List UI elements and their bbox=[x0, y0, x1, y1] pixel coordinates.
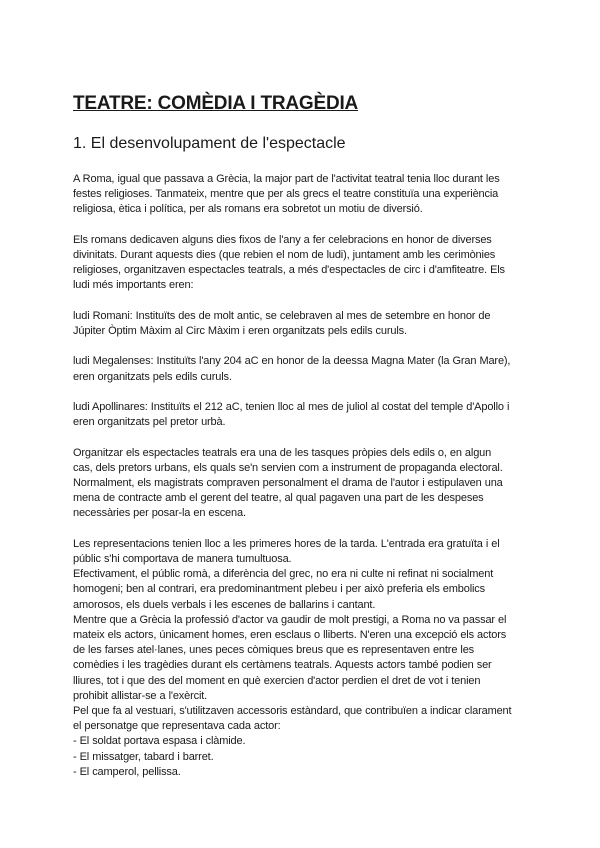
paragraph-line: eren organitzats pels edils curuls. bbox=[73, 370, 232, 383]
paragraph-line: religiosa, ètica i política, per als romans era sobretot un motiu de diversió. bbox=[73, 203, 423, 216]
paragraph-line: Normalment, els magistrats compraven personalment el drama de l'autor i estipulaven una bbox=[73, 476, 503, 489]
paragraph-line: de les farses atel·lanes, unes peces còmiques breus que es representaven entre les bbox=[73, 644, 475, 657]
paragraph-line: divinitats. Durant aquests dies (que rebien el nom de ludi), juntament amb les cerimònies bbox=[73, 249, 496, 261]
paragraph-line: ludi més importants eren: bbox=[73, 279, 194, 292]
paragraph-line: - El missatger, tabard i barret. bbox=[73, 750, 214, 763]
paragraph bbox=[73, 537, 533, 780]
paragraph-line: - El soldat portava espasa i clàmide. bbox=[73, 735, 246, 748]
paragraph-line: eren organitzats pel pretor urbà. bbox=[73, 416, 226, 429]
paragraph-line: públic s'hi comportava de manera tumultuosa. bbox=[73, 552, 292, 565]
paragraph-line: ludi Apollinares: Instituïts el 212 aC, tenien lloc al mes de juliol al costat del temple d'Apollo i bbox=[73, 400, 510, 413]
paragraph-line: Júpiter Òptim Màxim al Circ Màxim i eren organitzats pels edils curuls. bbox=[73, 325, 407, 337]
document-page bbox=[73, 92, 533, 780]
paragraph-line: amorosos, els duels verbals i les escenes de ballarins i cantant. bbox=[73, 598, 376, 611]
paragraph-line: necessàries per posar-la en escena. bbox=[73, 507, 246, 520]
paragraph bbox=[73, 354, 533, 384]
paragraph-line: religioses, organitzaven espectacles teatrals, a més d'espectacles de circ i d'amfiteatre. Els bbox=[73, 264, 505, 277]
paragraph-line: mateix els actors, únicament homes, eren esclaus o lliberts. N'eren una excepció els actors bbox=[73, 629, 507, 641]
paragraph-line: el personatge que representava cada actor: bbox=[73, 720, 281, 733]
paragraph-line: prohibit allistar-se a l'exèrcit. bbox=[73, 689, 208, 702]
paragraph-line: comèdies i les tragèdies durant els certàmens teatrals. Aquests actors també podien ser bbox=[73, 659, 492, 672]
paragraph-line: Organitzar els espectacles teatrals era una de les tasques pròpies dels edils o, en algun bbox=[73, 446, 492, 459]
paragraph-line: Mentre que a Grècia la professió d'actor va gaudir de molt prestigi, a Roma no va passar el bbox=[73, 613, 507, 626]
paragraph-line: cas, dels pretors urbans, els quals se'n servien com a instrument de propaganda electoral. bbox=[73, 461, 503, 474]
paragraph-line: A Roma, igual que passava a Grècia, la major part de l'activitat teatral tenia lloc durant les bbox=[73, 173, 500, 185]
paragraph-line: Els romans dedicaven alguns dies fixos de l'any a fer celebracions en honor de diverses bbox=[73, 233, 492, 246]
document-title: TEATRE: COMÈDIA I TRAGÈDIA bbox=[73, 93, 359, 114]
paragraph bbox=[73, 400, 533, 430]
paragraph-line: mena de contracte amb el gerent del teatre, al qual pagaven una part de les despeses bbox=[73, 492, 484, 505]
paragraph bbox=[73, 446, 533, 522]
paragraph-line: Efectivament, el públic romà, a diferència del grec, no era ni culte ni refinat ni socialment bbox=[73, 568, 494, 581]
paragraph-line: ludi Romani: Instituïts des de molt antic, se celebraven al mes de setembre en honor de bbox=[73, 309, 491, 322]
document-body bbox=[73, 172, 533, 780]
paragraph-line: lliures, tot i que des del moment en què exercien d'actor perdien el dret de vot i tenien bbox=[73, 674, 481, 687]
paragraph-line: ludi Megalenses: Instituïts l'any 204 aC en honor de la deessa Magna Mater (la Gran Mare), bbox=[73, 355, 511, 368]
section-heading: 1. El desenvolupament de l'espectacle bbox=[73, 135, 346, 152]
paragraph-line: homogeni; ben al contrari, era predominantment plebeu i per això preferia els embolics bbox=[73, 583, 486, 596]
paragraph bbox=[73, 233, 533, 294]
paragraph bbox=[73, 309, 533, 339]
paragraph-line: Pel que fa al vestuari, s'utilitzaven accessoris estàndard, que contribuïen a indicar clarament bbox=[73, 705, 512, 718]
paragraph bbox=[73, 172, 533, 218]
paragraph-line: festes religioses. Tanmateix, mentre que per als grecs el teatre constituïa una experiència bbox=[73, 188, 499, 201]
paragraph-line: - El camperol, pellissa. bbox=[73, 765, 181, 778]
paragraph-line: Les representacions tenien lloc a les primeres hores de la tarda. L'entrada era gratuïta i el bbox=[73, 537, 500, 550]
